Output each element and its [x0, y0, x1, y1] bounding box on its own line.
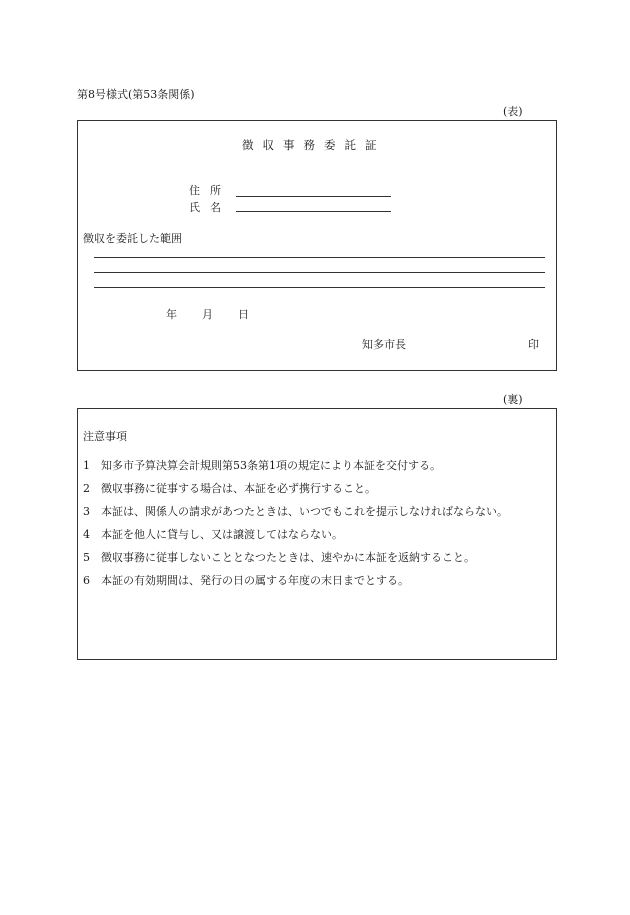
note-item: [83, 549, 475, 565]
note-number: 6: [83, 574, 90, 587]
scope-line-1: [94, 257, 545, 258]
issuer: 知多市長: [362, 338, 406, 351]
back-side-label: (裏): [503, 393, 523, 406]
note-text: 本証は、関係人の請求があつたときは、いつでもこれを提示しなければならない。: [101, 505, 508, 518]
note-text: 本証を他人に貸与し、又は譲渡してはならない。: [101, 528, 343, 541]
date-year: 年: [166, 308, 177, 321]
note-item: [83, 457, 441, 473]
certificate-title: 徴収事務委託証: [242, 138, 386, 152]
note-number: 1: [83, 459, 90, 472]
scope-line-2: [94, 272, 545, 273]
name-label: 氏名: [189, 201, 231, 214]
seal-mark: 印: [528, 338, 539, 351]
front-certificate-box: [77, 120, 557, 371]
date-day: 日: [238, 308, 249, 321]
note-text: 本証の有効期間は、発行の日の属する年度の末日までとする。: [101, 574, 409, 587]
note-number: 3: [83, 505, 90, 518]
address-line: [236, 196, 391, 197]
back-notes-box: [77, 408, 557, 660]
scope-line-3: [94, 287, 545, 288]
scope-label: 徴収を委託した範囲: [83, 232, 182, 245]
date-month: 月: [202, 308, 213, 321]
note-text: 徴収事務に従事する場合は、本証を必ず携行すること。: [101, 482, 376, 495]
address-label: 住所: [189, 184, 231, 197]
note-number: 4: [83, 528, 90, 541]
note-number: 2: [83, 482, 90, 495]
name-line: [236, 211, 391, 212]
note-item: [83, 503, 508, 519]
notes-heading: 注意事項: [83, 430, 127, 443]
note-text: 徴収事務に従事しないこととなつたときは、速やかに本証を返納すること。: [101, 551, 475, 564]
front-side-label: (表): [503, 105, 523, 118]
note-item: [83, 480, 376, 496]
note-number: 5: [83, 551, 90, 564]
note-item: [83, 572, 409, 588]
note-item: [83, 526, 343, 542]
form-label: 第8号様式(第53条関係): [77, 88, 195, 101]
note-text: 知多市予算決算会計規則第53条第1項の規定により本証を交付する。: [101, 459, 441, 472]
